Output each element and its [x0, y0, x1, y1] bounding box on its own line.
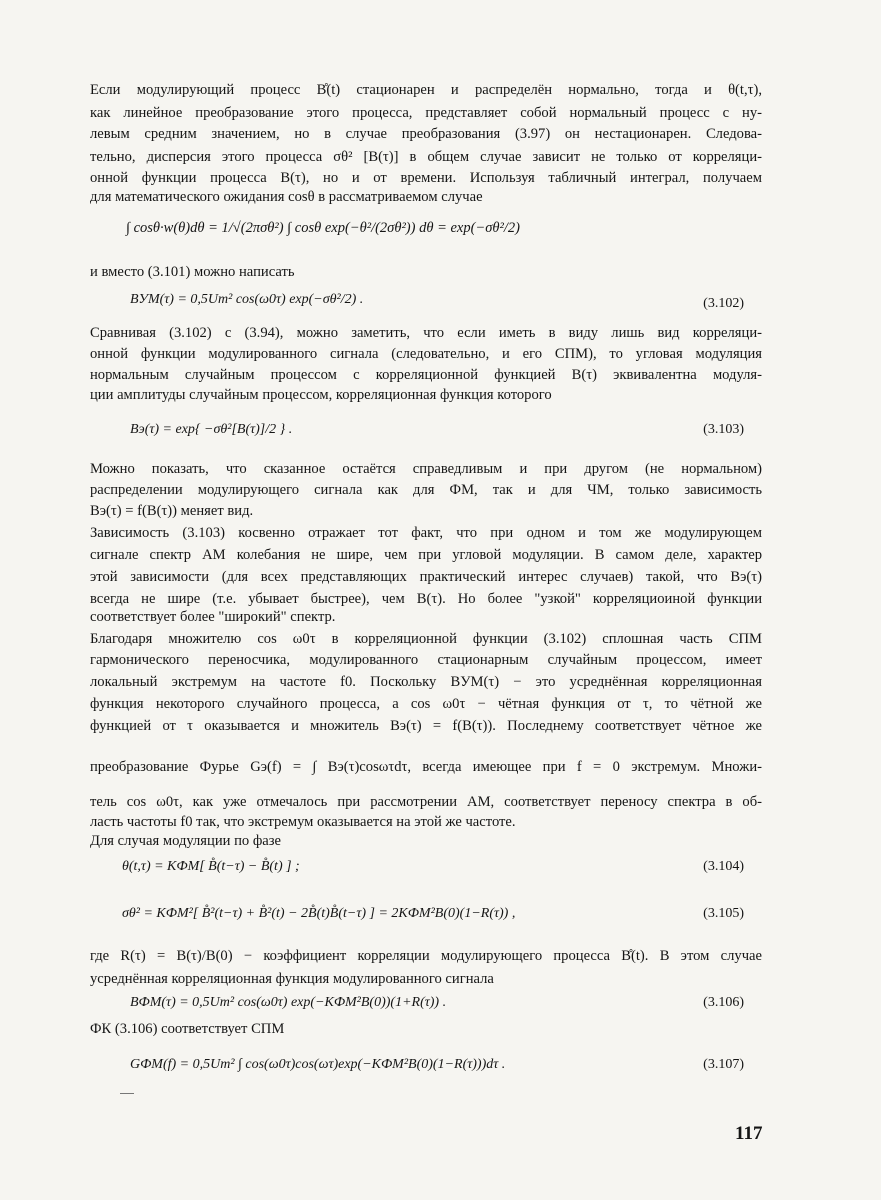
equation-3-103-body: Bэ(τ) = exp{ −σθ²[B(τ)]/2 } .	[130, 422, 293, 437]
equation-3-102-number: (3.102)	[703, 296, 744, 311]
equation-3-103-number: (3.103)	[703, 422, 744, 437]
paragraph-5-line-2: сигнале спектр АМ колебания не шире, чем при угловой модуляции. В самом деле, характер	[90, 547, 762, 563]
paragraph-6-line-3: локальный экстремум на частоте f0. Поскольку BУМ(τ) − это усреднённая корреляционная	[90, 674, 762, 690]
equation-3-102-body: BУМ(τ) = 0,5Um² cos(ω0τ) exp(−σθ²/2) .	[130, 292, 364, 307]
paragraph-1-line-4: тельно, дисперсия этого процесса σθ² [B(τ)] в общем случае зависит не только от корреляци-	[90, 149, 762, 165]
equation-cos-expectation-body: ∫ cosθ·w(θ)dθ = 1/√(2πσθ²) ∫ cosθ exp(−θ²/(2σθ²)) dθ = exp(−σθ²/2)	[126, 220, 520, 236]
equation-3-105-body: σθ² = KФМ²[ B̊²(t−τ) + B̊²(t) − 2B̊(t)B̊(t−τ) ] = 2KФМ²B(0)(1−R(τ)) ,	[122, 906, 516, 921]
paragraph-7: преобразование Фурье Gэ(f) = ∫ Bэ(τ)cosωτdτ, всегда имеющее при f = 0 экстремум. Множи-	[90, 759, 762, 775]
equation-3-106-number: (3.106)	[703, 995, 744, 1010]
equation-3-105-number: (3.105)	[703, 906, 744, 921]
paragraph-3-line-2: онной функции модулированного сигнала (следовательно, и его СПМ), то угловая модуляция	[90, 346, 762, 362]
paragraph-6-line-5: функцией от τ оказывается и множитель Bэ(τ) = f(B(τ)). Последнему соответствует чётное же	[90, 718, 762, 734]
equation-3-103	[90, 412, 762, 458]
paragraph-3-line-4: ции амплитуды случайным процессом, корреляционная функция которого	[90, 387, 552, 403]
paragraph-5-line-3: этой зависимости (для всех представляющих практический интерес случаев) такой, что Bэ(τ)	[90, 569, 762, 585]
paragraph-6-line-1: Благодаря множителю cos ω0τ в корреляционной функции (3.102) сплошная часть СПМ	[90, 631, 762, 647]
equation-3-107-number: (3.107)	[703, 1057, 744, 1072]
paragraph-8-line-2: ласть частоты f0 так, что экстремум оказывается на этой же частоте.	[90, 814, 516, 830]
paragraph-2: и вместо (3.101) можно написать	[90, 264, 295, 280]
equation-3-102	[90, 286, 762, 326]
paragraph-10-line-1: где R(τ) = B(τ)/B(0) − коэффициент корреляции модулирующего процесса B̊(t). В этом случае	[90, 948, 762, 964]
equation-3-104-number: (3.104)	[703, 859, 744, 874]
paragraph-5-line-1: Зависимость (3.103) косвенно отражает тот факт, что при одном и том же модулирующем	[90, 525, 762, 541]
paragraph-3-line-1: Сравнивая (3.102) с (3.94), можно заметить, что если иметь в виду лишь вид корреляци-	[90, 325, 762, 341]
paragraph-3-line-3: нормальным случайным процессом с корреляционной функцией B(τ) эквивалентна модуля-	[90, 367, 762, 383]
equation-cos-expectation	[90, 212, 762, 264]
paragraph-4-line-1: Можно показать, что сказанное остаётся справедливым и при другом (не нормальном)	[90, 461, 762, 477]
equation-3-106-body: BФМ(τ) = 0,5Um² cos(ω0τ) exp(−KФМ²B(0))(1+R(τ)) .	[130, 995, 447, 1010]
paragraph-4-line-2: распределении модулирующего сигнала как для ФМ, так и для ЧМ, только зависимость	[90, 482, 762, 498]
equation-3-105	[90, 898, 762, 938]
paragraph-11: ФК (3.106) соответствует СПМ	[90, 1021, 285, 1037]
paragraph-5-line-4: всегда не шире (т.е. убывает быстрее), чем B(τ). Но более "узкой" корреляциоиной функции	[90, 591, 762, 607]
paragraph-1-line-1: Если модулирующий процесс B̊(t) стационарен и распределён нормально, тогда и θ(t,τ),	[90, 82, 762, 98]
stray-mark-divider	[120, 1093, 134, 1094]
paragraph-5-line-5: соответствует более "широкий" спектр.	[90, 609, 336, 625]
paragraph-6-line-2: гармонического переносчика, модулированного стационарным случайным процессом, имеет	[90, 652, 762, 668]
equation-3-104	[90, 853, 762, 893]
paragraph-1-line-6: для математического ожидания cosθ в рассматриваемом случае	[90, 189, 483, 205]
equation-3-104-body: θ(t,τ) = KФМ[ B̊(t−τ) − B̊(t) ] ;	[122, 859, 300, 874]
paragraph-6-line-4: функция некоторого случайного процесса, а cos ω0τ − чётная функция от τ, то чётной же	[90, 696, 762, 712]
paragraph-1-line-2: как линейное преобразование этого процесса, представляет собой нормальный процесс с ну-	[90, 105, 762, 121]
paragraph-8-line-1: тель cos ω0τ, как уже отмечалось при рассмотрении АМ, соответствует переносу спектра в об-	[90, 794, 762, 810]
paragraph-9: Для случая модуляции по фазе	[90, 833, 282, 849]
paragraph-1-line-3: левым средним значением, но в случае преобразования (3.97) он нестационарен. Следова-	[90, 126, 762, 142]
paragraph-10-line-2: усреднённая корреляционная функция модулированного сигнала	[90, 971, 494, 987]
equation-3-107	[90, 1045, 762, 1085]
page-number: 117	[735, 1123, 763, 1144]
paragraph-1-line-5: онной функции процесса B(τ), но и от времени. Используя табличный интеграл, получаем	[90, 170, 762, 186]
paragraph-4-line-3: Bэ(τ) = f(B(τ)) меняет вид.	[90, 503, 254, 519]
equation-3-107-body: GФМ(f) = 0,5Um² ∫ cos(ω0τ)cos(ωτ)exp(−KФМ²B(0)(1−R(τ)))dτ .	[130, 1057, 506, 1072]
